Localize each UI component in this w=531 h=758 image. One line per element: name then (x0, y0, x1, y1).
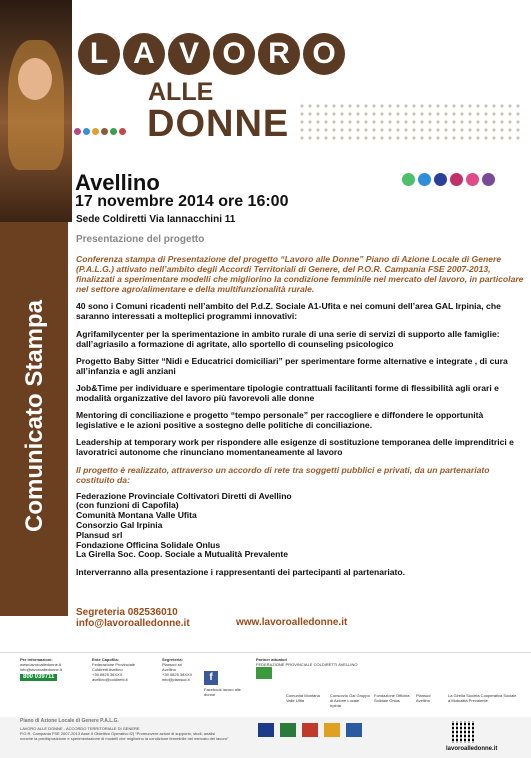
footer-secretariat-line: Plansud srl (162, 662, 182, 667)
footer-partners-title: Partner attuatori (256, 657, 288, 662)
footer-lead-title: Ente Capofila: (92, 657, 119, 662)
paragraph: Leadership at temporary work per rispondere alle esigenze di sostituzione temporanea delle imprenditrici e lavoratrici autonome che rinunciano momentaneamente al lavoro (76, 437, 514, 458)
footer-lead-line: +39.0825.36XXX (92, 672, 123, 677)
paragraph: 40 sono i Comuni ricadenti nell’ambito del P.d.Z. Sociale A1-Ufita e nei comuni dell’area GAL Irpinia, che saranno interessati a molteplici programmi innovativi: (76, 301, 501, 322)
footer-info-line[interactable]: www.lavoroalledonne.it (20, 662, 61, 667)
partner-item: Federazione Provinciale Coltivatori Diretti di Avellino (76, 490, 292, 501)
logo-letter: L (78, 33, 120, 75)
footer-secretariat-line: info@plansud.it (162, 677, 190, 682)
partner-logo-label: La Girella Società Cooperativa Sociale a Mutualità Prevalente (448, 693, 517, 703)
paragraph: Progetto Baby Sitter “Nidi e Educatrici domiciliari” per sperimentare forme alternative e integrate , di cura all’infanzia e agli anziani (76, 355, 508, 376)
event-venue: Sede Coldiretti Via Iannacchini 11 (76, 214, 236, 225)
plan-title: Piano di Azione Locale di Genere P.A.L.G. (20, 718, 119, 724)
partner-logo-label: Consorzio Gal Gruppo di Azione Locale Irpinia (330, 693, 370, 708)
footer-secretariat-title: Segreteria: (162, 657, 183, 662)
network-paragraph: Il progetto è realizzato, attraverso un accordo di rete tra soggetti pubblici e privati, da un partenariato costituito da: (76, 464, 490, 485)
event-city: Avellino (75, 170, 160, 195)
closing-paragraph: Interverranno alla presentazione i rappresentanti dei partecipanti al partenariato. (76, 567, 406, 578)
event-date: 17 novembre 2014 ore 16:00 (75, 193, 289, 210)
color-dots (402, 173, 498, 191)
logo-letter: O (303, 33, 345, 75)
toll-free-badge: 800 039711 (20, 674, 57, 681)
partner-logo-label: Fondazione Officina Solidale Onlus (374, 693, 410, 703)
region-logo-icon (302, 723, 318, 737)
partner-logo-label: Plansud Avellino (416, 693, 431, 703)
partner-logo-label: Comunità Montana Valle Ufita (286, 693, 320, 703)
campania-europa-logo-icon (346, 723, 362, 737)
qr-code-overlay (452, 721, 474, 743)
footer-lead-line: Coldiretti Avellino (92, 667, 123, 672)
republic-logo-icon (280, 723, 296, 737)
footer-secretariat-line: +39.0825.38XXX (162, 672, 193, 677)
logo-lavoro (78, 33, 348, 75)
footer-lead (92, 657, 148, 682)
footer-partners-head: FEDERAZIONE PROVINCIALE COLDIRETTI AVELLINO (256, 662, 358, 667)
footer-facebook[interactable] (204, 671, 242, 697)
footer-info (20, 657, 80, 681)
partner-item: Consorzio Gal Irpinia (76, 520, 163, 531)
plan-line: LAVORO ALLE DONNE - ACCORDO TERRITORIALE DI GENERE (20, 726, 140, 731)
logo-letter: R (258, 33, 300, 75)
facebook-label: Facebook lavoro alle donne (204, 687, 241, 697)
paragraph: Job&Time per individuare e sperimentare tipologie contrattuali facilitanti forme di flessibilità agli orari e modalità organizzative del lavoro più favorevoli alle donne (76, 382, 499, 404)
fse-logo-icon (324, 723, 340, 737)
partner-item: Plansud srl (76, 529, 123, 540)
footer-partners (256, 657, 506, 681)
sidebar-band (0, 222, 68, 616)
footer-lead-line: avellino@coldiretti.it (92, 677, 128, 682)
website-link[interactable]: www.lavoroalledonne.it (236, 617, 348, 628)
partner-item: La Girella Soc. Coop. Sociale a Mutualità Prevalente (76, 549, 289, 560)
footer-secretariat (162, 657, 210, 682)
partner-item: Comunità Montana Valle Ufita (76, 510, 197, 521)
facebook-icon: f (204, 671, 218, 685)
footer-lead-line: Federazione Provinciale (92, 662, 135, 667)
logo-donne: DONNE (147, 103, 290, 145)
footer (0, 652, 531, 758)
plan-line: nonché la predisposizione e sperimentazione di modelli che migliorino la condizione femminile nel mercato del lavoro” (20, 736, 229, 741)
logo-letter: V (168, 33, 210, 75)
logo-letter: A (123, 33, 165, 75)
footer-info-title: Per informazioni: (20, 657, 53, 662)
plan-text (20, 726, 240, 741)
partner-item: (con funzioni di Capofila) (76, 500, 179, 511)
partner-item: Fondazione Officina Solidale Onlus (76, 539, 221, 550)
paragraph: Mentoring di conciliazione e progetto “tempo personale” per raccogliere e diffondere le opportunità legislative e le azioni positive a sostegno delle politiche di conciliazione. (76, 410, 484, 431)
contact-email[interactable]: info@lavoroalledonne.it (76, 618, 190, 629)
logo-letter: O (213, 33, 255, 75)
footer-secretariat-line: Avellino (162, 667, 176, 672)
footer-info-line[interactable]: info@lavoroalledonne.it (20, 667, 62, 672)
secretariat-phone: Segreteria 082536010 (76, 607, 178, 618)
eu-logo-icon (258, 723, 274, 737)
partner-list (76, 492, 524, 561)
decorative-dots (74, 122, 128, 140)
portrait-face (18, 58, 52, 100)
logo-alle: ALLE (148, 78, 214, 106)
portrait-image (0, 0, 72, 222)
paragraph: Agrifamilycenter per la sperimentazione in ambito rurale di una serie di servizi di supporto alle famiglie: dall’agriasilo a formazione di agritate, allo sportello di counseling psicologico (76, 328, 500, 349)
qr-label: lavoroalledonne.it (446, 746, 498, 752)
event-subtitle: Presentazione del progetto (76, 234, 205, 245)
dot-pattern (298, 102, 523, 142)
intro-paragraph: Conferenza stampa di Presentazione del progetto “Lavoro alle Donne” Piano di Azione Locale di Genere (P.A.L.G.) attivato nell’ambito degli Accordi Territoriali di Genere, del P.O.R. Campania FSE 2007-2013, finalizzati a sperimentare modelli che migliorino la condizione femminile nel mercato del lavoro, in particolare nel settore agro/alimentare e della multifunzionalità rurale. (76, 254, 524, 295)
press-release-body (76, 254, 524, 584)
plan-line: P.O.R. Campania FSE 2007-2013 Asse II Obiettivo Operativo f2) “Promuovere azioni di supporto, studi, analisi (20, 731, 216, 736)
sidebar-label: Comunicato Stampa (21, 299, 48, 533)
coldiretti-logo-icon (256, 667, 272, 679)
contact-block (76, 607, 190, 629)
